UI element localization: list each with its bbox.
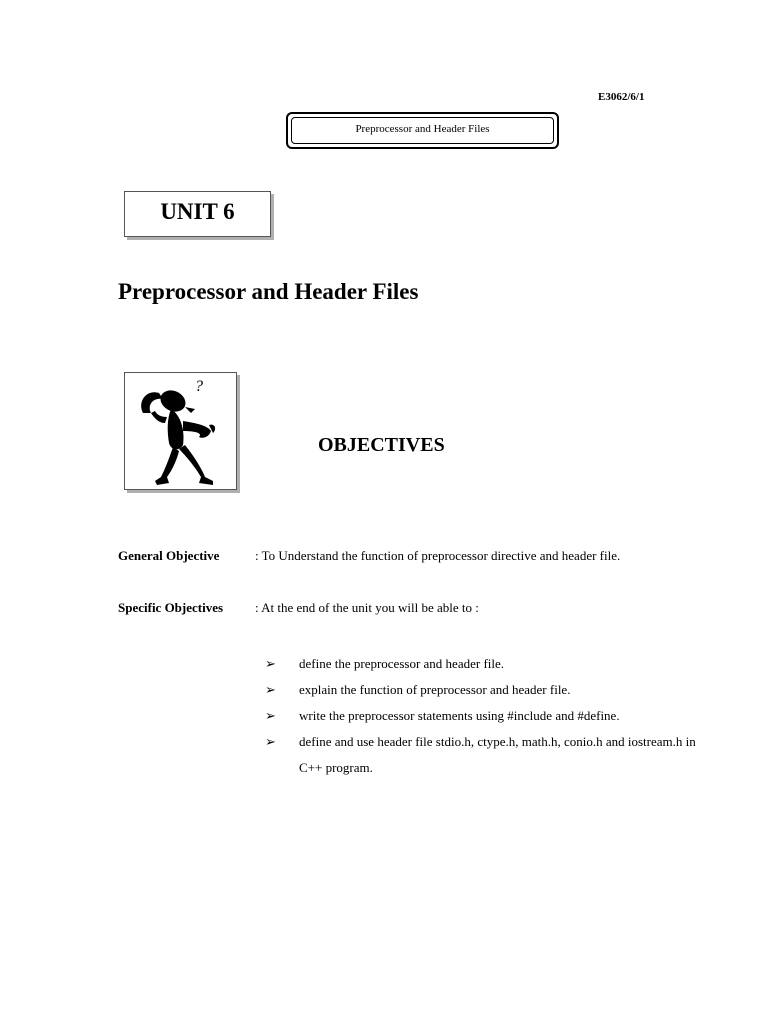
specific-objectives-label: Specific Objectives bbox=[118, 600, 224, 615]
specific-objectives-text: : At the end of the unit you will be able to : bbox=[255, 600, 479, 615]
objectives-heading: OBJECTIVES bbox=[318, 434, 445, 456]
list-item-text: write the preprocessor statements using #include and #define. bbox=[299, 708, 620, 723]
unit-title: Preprocessor and Header Files bbox=[118, 279, 419, 304]
arrow-bullet-icon: ➢ bbox=[265, 734, 276, 749]
general-objective-label: General Objective bbox=[118, 548, 220, 563]
question-mark-glyph: ? bbox=[195, 378, 203, 395]
list-item-text: define and use header file stdio.h, ctype.h, math.h, conio.h and iostream.h in C++ program. bbox=[299, 734, 696, 775]
document-code: E3062/6/1 bbox=[598, 91, 645, 103]
list-item bbox=[265, 703, 705, 729]
specific-objectives-list bbox=[265, 651, 705, 781]
running-header-title: Preprocessor and Header Files bbox=[355, 123, 490, 135]
list-item bbox=[265, 651, 705, 677]
unit-label-box bbox=[124, 191, 271, 237]
unit-label: UNIT 6 bbox=[160, 199, 235, 224]
confused-thinking-figure-icon bbox=[125, 373, 238, 491]
general-objective-text: : To Understand the function of preprocessor directive and header file. bbox=[255, 548, 621, 563]
clipart-frame bbox=[124, 372, 237, 490]
list-item bbox=[265, 729, 705, 781]
list-item-text: define the preprocessor and header file. bbox=[299, 656, 505, 671]
running-header-box bbox=[286, 112, 559, 149]
list-item-text: explain the function of preprocessor and header file. bbox=[299, 682, 571, 697]
list-item bbox=[265, 677, 705, 703]
arrow-bullet-icon: ➢ bbox=[265, 656, 276, 671]
arrow-bullet-icon: ➢ bbox=[265, 708, 276, 723]
arrow-bullet-icon: ➢ bbox=[265, 682, 276, 697]
